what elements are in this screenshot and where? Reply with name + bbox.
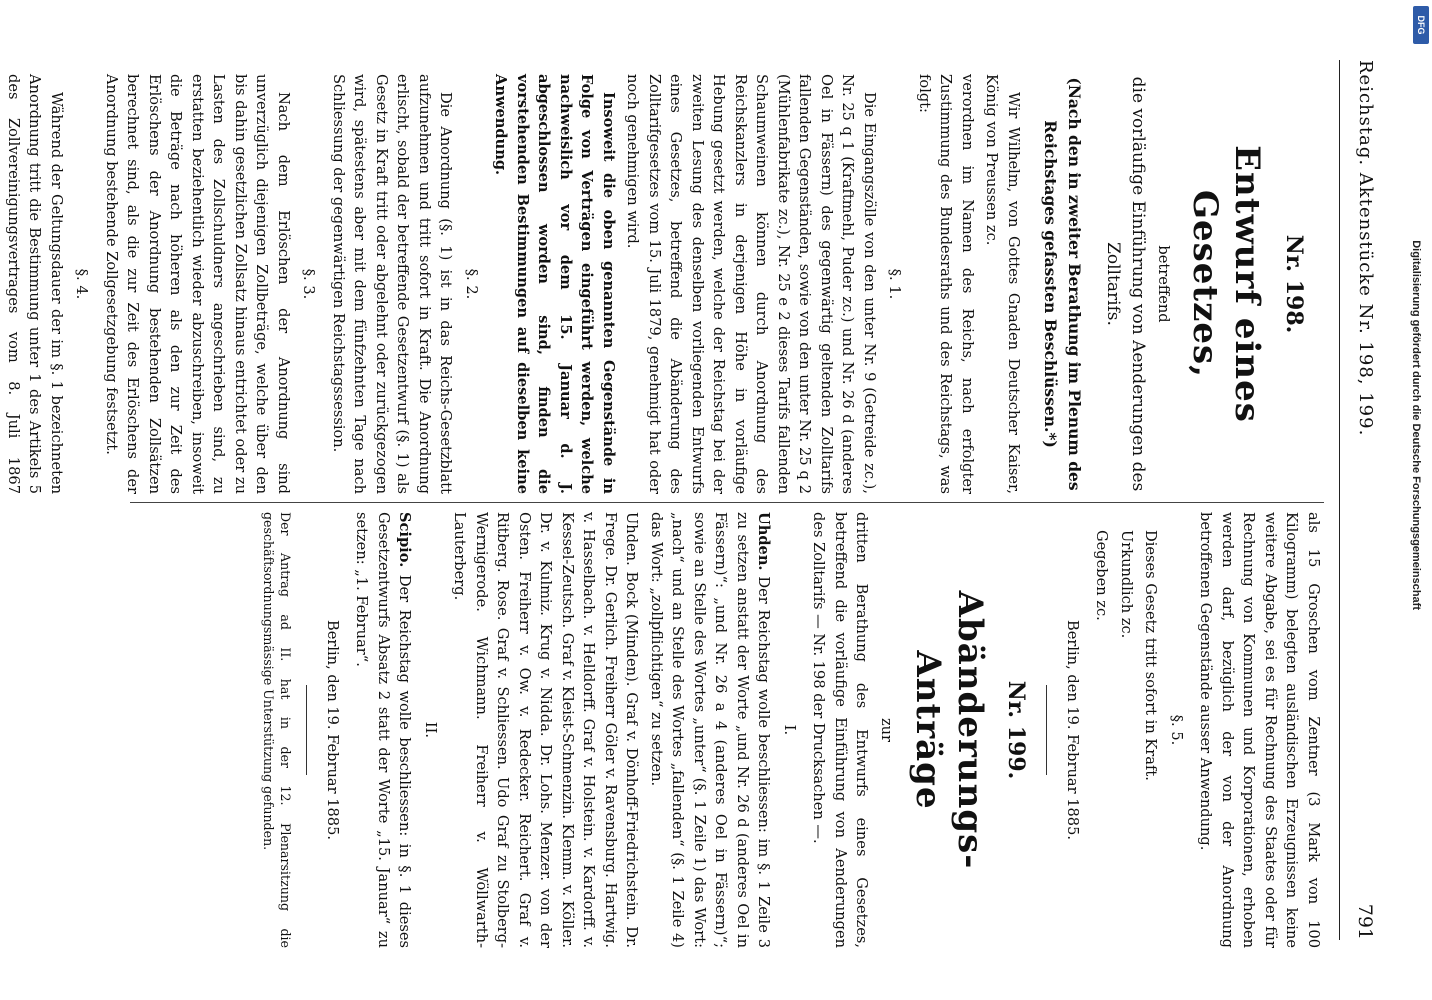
- preamble-text: verordnen im Namen des Reichs, nach erfolgter Zustimmung des Bundesraths und des Reichstags, was folgt:: [916, 74, 976, 494]
- amendments-subject: dritten Berathung des Entwurfs eines Gesetzes, betreffend die vorläufige Einführung von Aenderungen des Zolltarifs — Nr. 198 der Drucksachen —.: [810, 512, 871, 948]
- section-4-heading: §. 4.: [73, 268, 91, 300]
- section-4-continuation: als 15 Groschen vom Zentner (3 Mark von 100 Kilogramm) belegten ausländischen Erzeugnissen keine weitere Abgabe, sei es für Rechnung des Staates oder für Rechnung von Kommunen und Korporationen, erhoben werden darf, bezüglich der von der Anordnung betroffenen Gegenstände ausser Anwendung.: [1197, 512, 1322, 948]
- amendment-1-number: I.: [781, 724, 798, 736]
- editorial-note: (Nach den in zweiter Berathung im Plenum des Reichstages gefassten Beschlüssen.*): [1041, 77, 1084, 491]
- running-title: Reichstag. Aktenstücke Nr. 198, 199.: [1355, 60, 1376, 437]
- dfg-logo-text: DFG: [1416, 15, 1426, 35]
- digitization-credit-text: Digitalisierung gefördert durch die Deutsche Forschungsgemeinschaft: [1410, 240, 1422, 610]
- header-rule: [1339, 60, 1340, 940]
- section-1-text-2: Insoweit die oben genannten Gegenstände in Folge von Verträgen eingeführt werden, welche nachweislich vor dem 15. Januar d. J. abgeschlossen worden sind, finden die vorstehenden Bestimmungen auf dieselben keine Anwendung.: [492, 74, 617, 494]
- section-3-text: Nach dem Erlöschen der Anordnung sind unverzüglich diejenigen Zollbeträge, welche über den bis dahin gesetzlichen Zollsatz hinaus entrichtet oder zu Lasten des Zollschuldners angeschrieben sind, zu erstatten beziehentlich wieder abzuschreiben, insoweit die Beträge nach höheren als den zur Zeit des Erlöschens der Anordnung bestehenden Zollsätzen berechnet sind, als die zur Zeit des Erlöschens der Anordnung bestehende Zollgesetzgebung festsetzt.: [103, 74, 292, 494]
- column-divider: [130, 502, 1324, 503]
- betreffend-label: betreffend: [1155, 245, 1173, 323]
- date-line-2: Berlin, den 19. Februar 1885.: [324, 620, 341, 840]
- left-column: [0, 74, 1324, 494]
- amendments-title: Abänderungs-Anträge: [908, 590, 990, 870]
- zur-label: zur: [878, 717, 895, 743]
- document-subtitle: die vorläufige Einführung von Aenderungen des Zolltarifs.: [1103, 76, 1148, 492]
- section-3-heading: §. 3.: [300, 268, 318, 300]
- support-note: Der Antrag ad II. hat in der 12. Plenarsitzung die geschäftsordnungsmässige Unterstützung gefunden.: [261, 512, 294, 948]
- digitization-credit: [1405, 10, 1427, 610]
- document-title: Entwurf eines Gesetzes,: [1185, 145, 1268, 423]
- section-2-heading: §. 2.: [463, 268, 480, 300]
- separator-rule-2: [307, 685, 308, 775]
- document-number: Nr. 198.: [1281, 234, 1307, 334]
- section-1-text: Die Eingangszölle von den unter Nr. 9 (Getreide zc.), Nr. 25 q 1 (Kraftmehl, Puder zc.) und Nr. 26 d (anderes Oel in Fässern) des gegenwärtig geltenden Zolltarifs fallenden Gegenständen, sowie von den unter Nr. 25 q 2 (Mühlenfabrikate zc.), Nr. 25 e 2 dieses Tarifs fallenden Schaumweinen können durch Anordnung des Reichskanzlers in derjenigen Höhe in vorläufige Hebung gesetzt werden, welche der Reichstag bei der zweiten Lesung des denselben vorliegenden Entwurfs eines Gesetzes, betreffend die Abänderung des Zolltarifgesetzes vom 15. Juli 1879, genehmigt hat oder noch genehmigen wird.: [624, 74, 878, 494]
- section-2-text: Die Anordnung (§. 1) ist in das Reichs-Gesetzblatt aufzunehmen und tritt sofort in Kraft. Die Anordnung erlischt, sobald der betreffende Gesetzentwurf (§. 1) als Gesetz in Kraft tritt oder abgelehnt oder zurückgezogen wird, spätestens aber mit dem fünfzehnten Tage nach Schliessung der gegenwärtigen Reichstagssession.: [330, 74, 455, 494]
- section-4-text: Während der Geltungsdauer der im §. 1 bezeichneten Anordnung tritt die Bestimmung unter 1 des Artikels 5 des Zollvereinigungsvertrages vom 8. Juli 1867: [5, 74, 65, 494]
- section-5-text: Dieses Gesetz tritt sofort in Kraft.: [1142, 530, 1160, 781]
- amendment-1-signers: Uhden. Bock (Minden). Graf v. Dönhoff-Friedrichstein. Dr. Frege. Dr. Gerlich. Freiherr Göler v. Ravensburg. Hartwig. v. Hasselbach. v. Helldorff. Graf v. Holstein. v. Kardorff. v. Kessel-Zeutsch. Graf v. Kleist-Schmenzin. Klemm. v. Köller. Dr. v. Kulmiz. Krug v. Nidda. Dr. Lohs. Menzer. von der Osten. Freiherr v. Ow. v. Redecker. Reichert. Graf v. Ritberg. Rose. Graf v. Schliessen. Udo Graf zu Stolberg-Wernigerode. Wichmann. Freiherr v. Wöllwarth-Lauterberg.: [451, 512, 641, 948]
- dfg-logo-icon: [1413, 6, 1429, 44]
- separator-rule: [1047, 685, 1048, 775]
- section-1-heading: §. 1.: [886, 268, 904, 300]
- gegeben-line: Gegeben zc.: [1093, 530, 1111, 621]
- page-number: 791: [1354, 903, 1376, 940]
- amendment-2-text: Der Reichstag wolle beschliessen: in §. 1 dieses Gesetzentwurfs Absatz 2 statt der Worte „15. Januar“ zu setzen: „1. Februar“.: [353, 512, 414, 949]
- right-column: [258, 512, 1325, 948]
- date-line-1: Berlin, den 19. Februar 1885.: [1064, 620, 1081, 840]
- amendment-1-mover: Uhden.: [755, 512, 773, 571]
- preamble-line: Wir Wilhelm, von Gottes Gnaden Deutscher Kaiser, König von Preussen zc.: [983, 74, 1022, 494]
- document-number-199: Nr. 199.: [1003, 680, 1030, 780]
- amendment-2-mover: Scipio.: [396, 512, 414, 568]
- amendment-2-number: II.: [422, 721, 439, 739]
- urkundlich-line: Urkundlich zc.: [1118, 530, 1135, 639]
- section-5-heading: §. 5.: [1168, 714, 1185, 746]
- amendment-1-text: Der Reichstag wolle beschliessen: im §. 1 Zeile 3 zu setzen anstatt der Worte „und Nr. 26 d (anderes Oel in Fässern)“: „und Nr. 26 a 4 (anderes Oel in Fässern)“; sowie an Stelle des Wortes „unter“ (§. 1 Zeile 1) das Wort: „nach“ und an Stelle des Wortes „fallenden“ (§. 1 Zeile 4) das Wort: „zollpflichtigen“ zu setzen.: [648, 512, 773, 949]
